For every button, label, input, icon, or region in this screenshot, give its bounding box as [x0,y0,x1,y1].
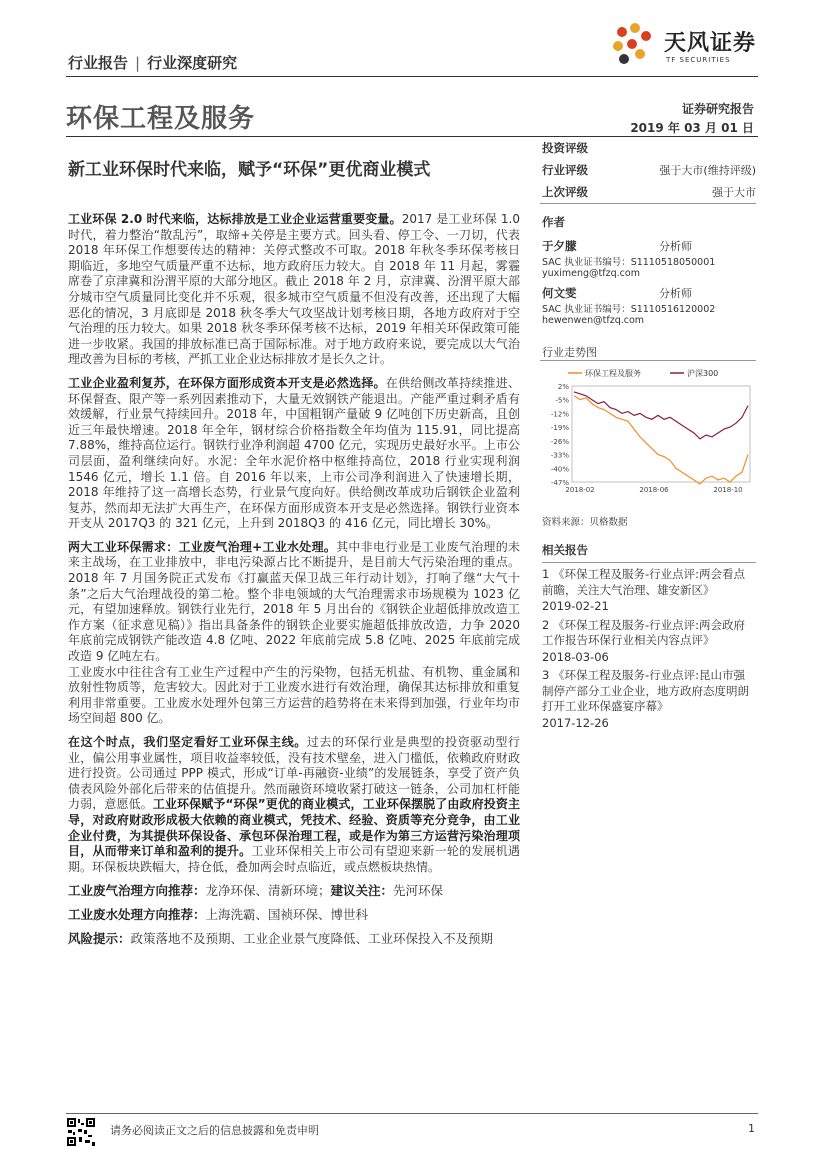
legend-label: 环保工程及服务 [585,369,641,378]
authors-block [542,214,756,326]
related-report-link[interactable]: 3 《环保工程及服务-行业点评:昆山市强制停产部分工业企业，地方政府态度明朗打开工业环保盛宴序幕》 [542,668,749,713]
author-sac: SAC 执业证书编号：S1110518050001 [542,257,716,268]
logo-mark-icon [610,22,660,70]
disclaimer[interactable]: 请务必阅读正文之后的信息披露和免责申明 [110,1124,319,1137]
y-tick-label: -12% [550,410,569,419]
report-body [68,212,520,954]
prev-rating-value: 强于大市 [712,186,756,199]
related-report-date: 2017-12-26 [542,715,609,730]
industry-rating-value: 强于大市(维持评级) [659,164,756,177]
x-tick-label: 2018-06 [639,486,669,494]
legend-label: 沪深300 [687,369,719,378]
y-tick-label: -5% [555,396,569,405]
trend-label: 行业走势图 [542,346,597,359]
side-divider [540,203,756,204]
y-tick-label: -26% [550,437,569,446]
rating-block [542,140,756,200]
doc-type: 证券研究报告 [681,102,754,116]
x-tick-label: 2018-02 [565,486,595,494]
related-label: 相关报告 [542,543,588,557]
trend-divider [540,360,756,361]
report-subtitle: 新工业环保时代来临，赋予“环保”更优商业模式 [68,160,431,180]
authors-label: 作者 [542,215,565,229]
page-number: 1 [748,1122,755,1135]
paragraph: 工业企业盈利复苏，在环保方面形成资本开支是必然选择。在供给侧改革持续推进、环保督查、限产等一系列因素推动下，大量无效钢铁产能退出。产能严重过剩矛盾有效缓解，行业景气持续回升。2018 年，中国粗钢产量破 9 亿吨创下历史新高，且创近三年最快增速。2018 年全年，钢材综合价格指数全年均值为 115.91，同比提高 7.88%，维持高位运行。钢铁行业净利润超 4700 亿元，实现历史最好水平。上市公司层面，盈利继续向好。水泥：全年水泥价格中枢维持高位，2018 行业实现利润 1546 亿元，增长 1.1 倍。自 2016 年以来，上市公司净利润进入了快速增长期，2018 年维持了这一高增长态势，行业景气度向好。供给侧改革成功后钢铁企业盈利复苏，然而却无法扩大再生产，在环保方面形成资本开支是必然选择。钢铁行业资本开支从 2017Q3 的 321 亿元，上升到 2018Q3 的 416 亿元，同比增长 30%。 [68,375,520,531]
rating-label: 投资评级 [542,141,588,155]
y-tick-label: 2% [557,383,569,391]
breadcrumb: 行业报告 | 行业深度研究 [68,54,238,72]
author-name: 何文雯 [542,286,577,300]
title-divider [66,136,758,137]
recommendation: 工业废水处理方向推荐：上海洗霸、国祯环保、博世科 [68,906,369,922]
header-divider [66,76,758,77]
recommendation: 工业废气治理方向推荐：龙净环保、清新环境；建议关注：先河环保 [68,883,444,899]
y-tick-label: -33% [550,451,569,460]
logo-text: 天风证券 [664,31,757,56]
report-type: 行业报告 [68,54,129,72]
x-tick-label: 2018-10 [713,486,743,494]
trend-chart [538,364,758,504]
author-role: 分析师 [659,287,692,300]
chart-source: 资料来源：贝格数据 [542,517,628,528]
author-sac: SAC 执业证书编号：S1110516120002 [542,304,716,315]
related-reports [542,542,756,732]
logo-subtext: TF SECURITIES [666,56,731,64]
author-name: 于夕朦 [542,239,577,253]
related-report-date: 2018-03-06 [542,649,609,664]
related-report-link[interactable]: 1 《环保工程及服务-行业点评:两会看点前瞻，关注大气治理、雄安新区》 [542,567,745,597]
author-email[interactable]: yuximeng@tfzq.com [542,268,640,279]
paragraph: 两大工业环保需求：工业废气治理+工业水处理。其中非电行业是工业废气治理的未来主战场，在工业排放中，非电污染源占比不断提升，是目前大气污染治理的重点。2018 年 7 月国务院正式发布《打赢蓝天保卫战三年行动计划》，打响了继“大气十条”之后大气治理战役的第二枪。整个非电领域的大气治理需求市场规模为 1023 亿元，有望加速释放。钢铁行业先行，2018 年 5 月出台的《钢铁企业超低排放改造工作方案（征求意见稿）》指出具备条件的钢铁企业要实施超低排放改造，力争 2020 年底前完成钢铁产能改造 4.8 亿吨、2022 年底前完成 5.8 亿吨、2025 年底前完成改造 9 亿吨左右。 [68,539,520,664]
report-subtype: 行业深度研究 [147,54,238,72]
y-tick-label: -19% [550,424,569,433]
related-report-link[interactable]: 2 《环保工程及服务-行业点评:两会政府工作报告环保行业相关内容点评》 [542,617,745,647]
paragraph: 工业废水中往往含有工业生产过程中产生的污染物，包括无机盐、有机物、重金属和放射性物质等，危害较大。因此对于工业废水进行有效治理，确保其达标排放和重复利用非常重要。工业废水处理外包第三方运营的趋势将在未来得到加强，行业年均市场空间超 800 亿。 [68,664,520,726]
author-email[interactable]: hewenwen@tfzq.com [542,315,645,326]
risk-note: 风险提示：政策落地不及预期、工业企业景气度降低、工业环保投入不及预期 [68,930,494,946]
related-report-date: 2019-02-21 [542,599,609,613]
author-role: 分析师 [659,240,692,253]
y-tick-label: -47% [550,479,569,487]
author-entry [542,285,756,326]
y-tick-label: -40% [550,465,569,474]
paragraph: 在这个时点，我们坚定看好工业环保主线。过去的环保行业是典型的投资驱动型行业，偏公用事业属性，项目收益率较低，没有技术壁垒，进入门槛低，依赖政府财政进行投资。公司通过 PPP 模式，形成“订单-再融资-业绩”的发展链条，享受了资产负债表风险外部化后带来的估值提升。然而融资环境收紧打破这一链条，公司加杠杆能力弱，意愿低。工业环保赋予“环保”更优的商业模式，工业环保摆脱了由政府投资主导，对政府财政形成极大依赖的商业模式，凭技术、经验、资质等充分竞争，由工业企业付费，为其提供环保设备、承包环保治理工程，或是作为第三方运营污染治理项目，从而带来订单和盈利的提升。工业环保相关上市公司有望迎来新一轮的发展机遇期。环保板块跌幅大，持仓低，叠加两会时点临近，或点燃板块热情。 [68,735,520,874]
author-entry [542,238,756,279]
series-line [574,392,748,439]
series-line [574,396,748,484]
qr-code-icon [66,1117,96,1147]
paragraph: 工业环保 2.0 时代来临，达标排放是工业企业运营重要变量。2017 是工业环保 1.0 时代，着力整治“散乱污”，取缔+关停是主要方式。回头看、停工令、一刀切，代表 2018 年环保工作想要传达的精神：关停式整改不可取。2018 年秋冬季环保考核日期临近，多地空气质量严重不达标，地方政府压力较大。自 2018 年 11 月起，雾霾席卷了京津冀和汾渭平原的大部分地区。截止 2018 年 2 月，京津冀、汾渭平原大部分城市空气质量同比变化并不乐观，很多城市空气质量不但没有改善，还出现了大幅恶化的情况，3 月底即是 2018 秋冬季大气攻坚战计划考核日期，各地方政府对于空气治理的压力较大。如果 2018 秋冬季环保考核不达标，2019 年相关环保政策可能进一步收紧。我国的排放标准已高于国际标准。对于地方政府来说，要完成以大气治理改善为目标的考核，严抓工业企业达标排放才是长久之计。 [68,212,520,367]
prev-rating-label: 上次评级 [542,185,588,199]
page-title: 环保工程及服务 [66,104,256,134]
related-divider [542,562,756,563]
footer-divider [66,1113,758,1114]
chart-plot-area [572,386,750,482]
report-date: 2019 年 03 月 01 日 [630,121,754,135]
industry-rating-label: 行业评级 [542,163,588,177]
company-logo [610,22,760,70]
